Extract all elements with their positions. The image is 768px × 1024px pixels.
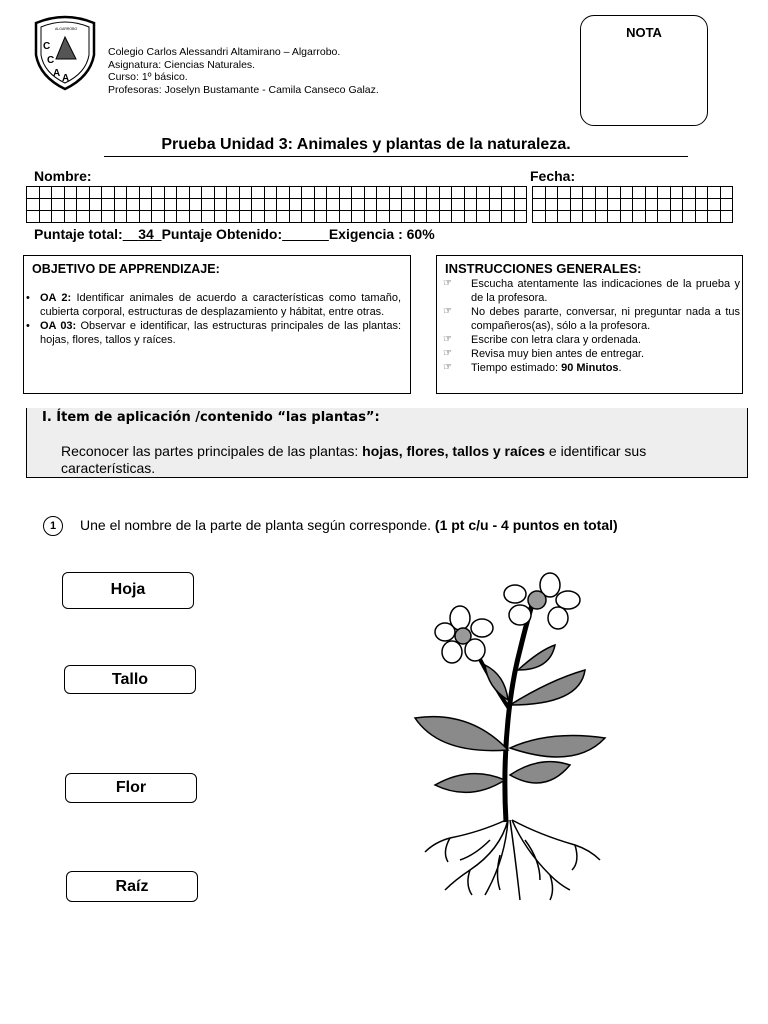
grid-cell[interactable] (645, 199, 658, 211)
grid-cell[interactable] (583, 187, 596, 199)
grid-cell[interactable] (64, 211, 77, 223)
grid-cell[interactable] (339, 187, 352, 199)
leaf (510, 762, 570, 783)
grid-cell[interactable] (164, 211, 177, 223)
grid-cell[interactable] (277, 211, 290, 223)
grid-cell[interactable] (633, 187, 646, 199)
question-text: Une el nombre de la parte de planta según corresponde. (1 pt c/u - 4 puntos en total) (80, 517, 618, 533)
pointing-hand-icon: ☞ (443, 348, 452, 359)
grid-cell[interactable] (327, 199, 340, 211)
grid-cell[interactable] (439, 187, 452, 199)
grid-cell[interactable] (352, 199, 365, 211)
school-name: Colegio Carlos Alessandri Altamirano – Algarrobo. (108, 46, 341, 58)
grid-cell[interactable] (620, 199, 633, 211)
grid-cell[interactable] (427, 199, 440, 211)
grid-cell[interactable] (489, 199, 502, 211)
grid-cell[interactable] (214, 199, 227, 211)
grid-cell[interactable] (545, 211, 558, 223)
total-score-value: 34 (138, 226, 154, 242)
grid-cell[interactable] (352, 211, 365, 223)
grid-cell[interactable] (620, 187, 633, 199)
grid-cell[interactable] (114, 199, 127, 211)
objective-item: • OA 2: Identificar animales de acuerdo a características como tamaño, cubierta corporal, estructuras de desplazamiento y hábitat, entre otras. (26, 292, 402, 318)
instructions-title: INSTRUCCIONES GENERALES: (445, 261, 642, 276)
objectives-title: OBJETIVO DE APPRENDIZAJE: (32, 262, 220, 276)
grid-cell[interactable] (77, 199, 90, 211)
grid-cell[interactable] (514, 199, 527, 211)
grid-cell[interactable] (670, 211, 683, 223)
objective-item: • OA 03: Observar e identificar, las estructuras principales de las plantas: hojas, flores, tallos y raíces. (26, 320, 401, 346)
grid-cell[interactable] (202, 211, 215, 223)
stem (505, 605, 532, 822)
grid-cell[interactable] (239, 211, 252, 223)
grid-cell[interactable] (152, 211, 165, 223)
grid-cell[interactable] (464, 211, 477, 223)
grid-cell[interactable] (227, 187, 240, 199)
grid-cell[interactable] (720, 199, 733, 211)
grid-cell[interactable] (708, 187, 721, 199)
grid-cell[interactable] (64, 199, 77, 211)
grid-cell[interactable] (514, 211, 527, 223)
grid-cell[interactable] (352, 187, 365, 199)
grid-cell[interactable] (264, 211, 277, 223)
grid-cell[interactable] (608, 187, 621, 199)
grid-cell[interactable] (189, 199, 202, 211)
grid-cell[interactable] (264, 187, 277, 199)
leaf (518, 645, 555, 670)
grid-cell[interactable] (314, 199, 327, 211)
grid-cell[interactable] (570, 187, 583, 199)
grid-cell[interactable] (177, 211, 190, 223)
grid-cell[interactable] (464, 187, 477, 199)
grid-cell[interactable] (239, 187, 252, 199)
grid-cell[interactable] (364, 187, 377, 199)
grid-cell[interactable] (414, 199, 427, 211)
grid-cell[interactable] (327, 211, 340, 223)
score-line (34, 226, 435, 242)
grid-cell[interactable] (27, 199, 40, 211)
grid-cell[interactable] (327, 187, 340, 199)
grid-cell[interactable] (620, 211, 633, 223)
grid-cell[interactable] (489, 187, 502, 199)
grid-cell[interactable] (389, 199, 402, 211)
grid-cell[interactable] (127, 211, 140, 223)
grid-cell[interactable] (633, 211, 646, 223)
grid-cell[interactable] (402, 199, 415, 211)
grid-cell[interactable] (214, 187, 227, 199)
grid-cell[interactable] (164, 187, 177, 199)
grid-cell[interactable] (189, 211, 202, 223)
grid-cell[interactable] (545, 199, 558, 211)
grid-cell[interactable] (39, 199, 52, 211)
grid-cell[interactable] (89, 199, 102, 211)
pointing-hand-icon: ☞ (443, 278, 452, 289)
grid-cell[interactable] (377, 187, 390, 199)
teachers: Profesoras: Joselyn Bustamante - Camila Canseco Galaz. (108, 83, 379, 96)
grid-cell[interactable] (314, 187, 327, 199)
obtained-score-label: Puntaje Obtenido: (161, 226, 283, 242)
grid-cell[interactable] (695, 199, 708, 211)
svg-text:C: C (47, 55, 55, 66)
grid-cell[interactable] (202, 199, 215, 211)
grid-cell[interactable] (289, 187, 302, 199)
grid-cell[interactable] (533, 187, 546, 199)
section-description: Reconocer las partes principales de las plantas: hojas, flores, tallos y raíces e identificar sus características. (61, 443, 647, 476)
plant-illustration (400, 570, 620, 905)
grid-cell[interactable] (439, 211, 452, 223)
grid-cell[interactable] (645, 187, 658, 199)
grid-cell[interactable] (114, 211, 127, 223)
exigencia: Exigencia : 60% (328, 226, 435, 242)
grid-cell[interactable] (139, 211, 152, 223)
grid-cell[interactable] (214, 211, 227, 223)
grid-cell[interactable] (364, 211, 377, 223)
label-tallo[interactable]: Tallo (64, 665, 196, 694)
grid-cell[interactable] (489, 211, 502, 223)
grid-cell[interactable] (452, 199, 465, 211)
grid-cell[interactable] (502, 211, 515, 223)
grid-cell[interactable] (127, 199, 140, 211)
grid-cell[interactable] (302, 187, 315, 199)
grid-cell[interactable] (608, 199, 621, 211)
grid-cell[interactable] (339, 199, 352, 211)
grid-cell[interactable] (570, 211, 583, 223)
grid-cell[interactable] (583, 211, 596, 223)
grid-cell[interactable] (514, 187, 527, 199)
leaf (510, 736, 605, 757)
grid-cell[interactable] (152, 199, 165, 211)
grid-cell[interactable] (239, 199, 252, 211)
grid-cell[interactable] (252, 187, 265, 199)
grid-cell[interactable] (658, 211, 671, 223)
grid-cell[interactable] (277, 187, 290, 199)
grid-cell[interactable] (289, 199, 302, 211)
grid-cell[interactable] (227, 211, 240, 223)
grid-cell[interactable] (464, 199, 477, 211)
grid-cell[interactable] (152, 187, 165, 199)
question-number: 1 (43, 516, 63, 536)
grid-cell[interactable] (683, 187, 696, 199)
grid-cell[interactable] (683, 199, 696, 211)
grade-label: NOTA (626, 25, 662, 40)
grid-cell[interactable] (289, 211, 302, 223)
grid-cell[interactable] (720, 187, 733, 199)
grid-cell[interactable] (164, 199, 177, 211)
grid-cell[interactable] (64, 187, 77, 199)
instruction-item: ☞ No debes pararte, conversar, ni preguntar nada a tus compañeros(as), sólo a la profesora. (443, 306, 740, 332)
grid-cell[interactable] (102, 211, 115, 223)
total-score-label: Puntaje total: (34, 226, 123, 242)
objectives-box (23, 255, 411, 394)
grid-cell[interactable] (39, 211, 52, 223)
course: Curso: 1º básico. (108, 71, 188, 83)
grid-cell[interactable] (658, 187, 671, 199)
grid-cell[interactable] (102, 199, 115, 211)
grid-cell[interactable] (427, 211, 440, 223)
grid-cell[interactable] (558, 199, 571, 211)
grid-cell[interactable] (364, 199, 377, 211)
label-raiz[interactable]: Raíz (66, 871, 198, 902)
grid-cell[interactable] (339, 211, 352, 223)
instruction-item: ☞ Tiempo estimado: 90 Minutos. (443, 362, 622, 374)
date-label: Fecha: (530, 168, 576, 184)
grid-cell[interactable] (695, 187, 708, 199)
instruction-item: ☞ Revisa muy bien antes de entregar. (443, 348, 645, 360)
instruction-item: ☞ Escucha atentamente las indicaciones de la prueba y de la profesora. (443, 278, 740, 304)
grid-cell[interactable] (314, 211, 327, 223)
grid-cell[interactable] (277, 199, 290, 211)
grid-cell[interactable] (708, 211, 721, 223)
grid-cell[interactable] (502, 187, 515, 199)
grid-cell[interactable] (533, 211, 546, 223)
school-info (108, 46, 379, 96)
grid-cell[interactable] (658, 199, 671, 211)
grid-cell[interactable] (720, 211, 733, 223)
label-flor[interactable]: Flor (65, 773, 197, 803)
obtained-score-blank[interactable] (282, 226, 329, 242)
grid-cell[interactable] (477, 211, 490, 223)
name-label: Nombre: (34, 168, 92, 184)
grid-cell[interactable] (202, 187, 215, 199)
grid-cell[interactable] (608, 211, 621, 223)
grid-cell[interactable] (77, 211, 90, 223)
grid-cell[interactable] (402, 187, 415, 199)
date-grid[interactable] (532, 186, 733, 223)
grid-cell[interactable] (52, 211, 65, 223)
grid-cell[interactable] (427, 187, 440, 199)
grid-cell[interactable] (477, 187, 490, 199)
grid-cell[interactable] (595, 211, 608, 223)
grid-cell[interactable] (127, 187, 140, 199)
grid-cell[interactable] (545, 187, 558, 199)
grid-cell[interactable] (414, 187, 427, 199)
grid-cell[interactable] (264, 199, 277, 211)
grid-cell[interactable] (102, 187, 115, 199)
grid-cell[interactable] (89, 187, 102, 199)
section-title: I. Ítem de aplicación /contenido “las plantas”: (42, 410, 380, 425)
grid-cell[interactable] (114, 187, 127, 199)
grid-cell[interactable] (402, 211, 415, 223)
grid-cell[interactable] (252, 199, 265, 211)
leaf (415, 717, 508, 751)
grid-cell[interactable] (477, 199, 490, 211)
name-grid[interactable] (26, 186, 527, 223)
grid-cell[interactable] (389, 187, 402, 199)
svg-text:A: A (53, 68, 61, 79)
grid-cell[interactable] (27, 211, 40, 223)
pointing-hand-icon: ☞ (443, 306, 452, 317)
instructions-box (436, 255, 743, 394)
grid-cell[interactable] (139, 199, 152, 211)
grid-cell[interactable] (377, 211, 390, 223)
grid-cell[interactable] (27, 187, 40, 199)
flower (435, 606, 493, 663)
school-logo (30, 15, 100, 91)
grid-cell[interactable] (670, 199, 683, 211)
title-underline (104, 156, 688, 157)
grid-cell[interactable] (77, 187, 90, 199)
grid-cell[interactable] (558, 187, 571, 199)
grid-cell[interactable] (595, 187, 608, 199)
grid-cell[interactable] (139, 187, 152, 199)
grid-cell[interactable] (595, 199, 608, 211)
grid-cell[interactable] (177, 199, 190, 211)
grid-cell[interactable] (414, 211, 427, 223)
grid-cell[interactable] (252, 211, 265, 223)
svg-text:A: A (62, 73, 70, 84)
grid-cell[interactable] (39, 187, 52, 199)
leaf (510, 670, 585, 705)
page-title: Prueba Unidad 3: Animales y plantas de la naturaleza. (161, 136, 571, 153)
grid-cell[interactable] (708, 199, 721, 211)
pointing-hand-icon: ☞ (443, 334, 452, 345)
grid-cell[interactable] (389, 211, 402, 223)
grid-cell[interactable] (89, 211, 102, 223)
grid-cell[interactable] (502, 199, 515, 211)
leaf (435, 774, 505, 793)
grid-cell[interactable] (633, 199, 646, 211)
grid-cell[interactable] (377, 199, 390, 211)
instructions-list (443, 277, 740, 375)
grid-cell[interactable] (583, 199, 596, 211)
grade-box[interactable] (580, 15, 708, 126)
grid-cell[interactable] (533, 199, 546, 211)
grid-cell[interactable] (452, 187, 465, 199)
svg-text:ALGARROBO: ALGARROBO (55, 27, 78, 31)
grid-cell[interactable] (452, 211, 465, 223)
grid-cell[interactable] (645, 211, 658, 223)
grid-cell[interactable] (52, 199, 65, 211)
subject: Asignatura: Ciencias Naturales. (108, 58, 256, 71)
flower (504, 573, 580, 629)
grid-cell[interactable] (52, 187, 65, 199)
instruction-item: ☞ Escribe con letra clara y ordenada. (443, 334, 641, 346)
grid-cell[interactable] (302, 211, 315, 223)
leaf (485, 665, 508, 700)
grid-cell[interactable] (670, 187, 683, 199)
grid-cell[interactable] (189, 187, 202, 199)
grid-cell[interactable] (558, 211, 571, 223)
grid-cell[interactable] (177, 187, 190, 199)
svg-text:C: C (43, 41, 51, 52)
grid-cell[interactable] (570, 199, 583, 211)
label-hoja[interactable]: Hoja (62, 572, 194, 609)
roots (425, 820, 600, 900)
grid-cell[interactable] (227, 199, 240, 211)
grid-cell[interactable] (695, 211, 708, 223)
pointing-hand-icon: ☞ (443, 362, 452, 373)
grid-cell[interactable] (302, 199, 315, 211)
grid-cell[interactable] (439, 199, 452, 211)
grid-cell[interactable] (683, 211, 696, 223)
